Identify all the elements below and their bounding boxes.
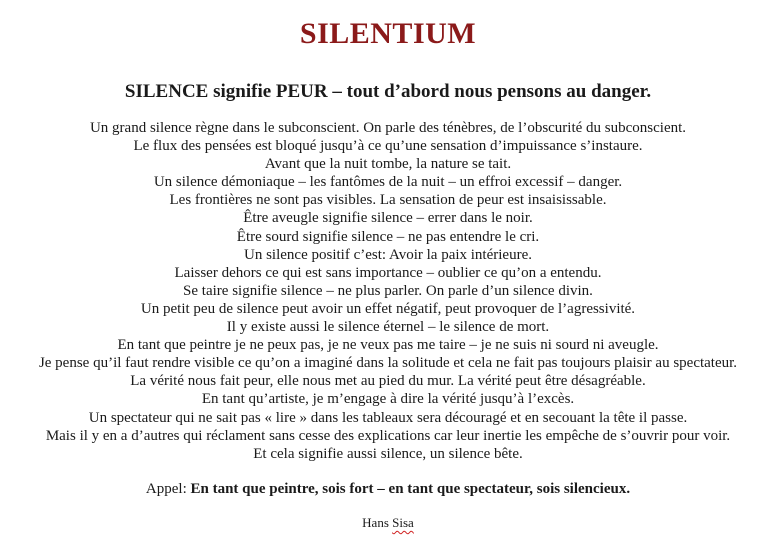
signature-first-name: Hans (362, 515, 393, 530)
appeal-label: Appel: (145, 481, 191, 497)
poem-line: Un petit peu de silence peut avoir un effet négatif, peut provoquer de l’agressivité. (140, 300, 636, 317)
poem-line: Un silence positif c’est: Avoir la paix intérieure. (244, 246, 532, 263)
poem-line: Un silence démoniaque – les fantômes de la nuit – un effroi excessif – danger. (153, 174, 623, 191)
poem-line: Les frontières ne sont pas visibles. La sensation de peur est insaisissable. (169, 192, 607, 209)
poem-line: Être aveugle signifie silence – errer dans le noir. (243, 210, 533, 227)
poem-line: Je pense qu’il faut rendre visible ce qu’on a imaginé dans la solitude et cela ne fait pas toujours plaisir au spectateur. (38, 355, 738, 372)
poem-line: Se taire signifie silence – ne plus parler. On parle d’un silence divin. (183, 282, 593, 299)
author-signature (0, 514, 776, 532)
poem-line: La vérité nous fait peur, elle nous met au pied du mur. La vérité peut être désagréable. (130, 373, 646, 390)
document-subtitle: SILENCE signifie PEUR – tout d’abord nous pensons au danger. (124, 81, 652, 102)
poem-line: Avant que la nuit tombe, la nature se tait. (264, 156, 512, 173)
poem-line: En tant qu’artiste, je m’engage à dire la vérité jusqu’à l’excès. (201, 391, 575, 408)
poem-line: En tant que peintre je ne peux pas, je ne veux pas me taire – je ne suis ni sourd ni aveugle. (117, 337, 659, 354)
poem-line: Un grand silence règne dans le subconscient. On parle des ténèbres, de l’obscurité du subconscient. (89, 120, 687, 136)
document-title: SILENTIUM (299, 17, 477, 50)
appeal-text: En tant que peintre, sois fort – en tant que spectateur, sois silencieux. (190, 481, 631, 497)
poem-line: Mais il y en a d’autres qui réclament sans cesse des explications car leur inertie les empêche de s’ouvrir pour voir. (45, 427, 731, 444)
poem-body (0, 119, 776, 463)
poem-line: Il y existe aussi le silence éternel – le silence de mort. (226, 319, 550, 336)
poem-line: Être sourd signifie silence – ne pas entendre le cri. (236, 228, 540, 245)
poem-line: Le flux des pensées est bloqué jusqu’à ce qu’une sensation d’impuissance s’instaure. (133, 138, 643, 155)
signature-last-name: Sisa (392, 515, 414, 530)
poem-line: Et cela signifie aussi silence, un silence bête. (253, 445, 523, 462)
poem-line: Laisser dehors ce qui est sans importance – oublier ce qu’on a entendu. (174, 264, 602, 281)
poem-line: Un spectateur qui ne sait pas « lire » dans les tableaux sera découragé et en secouant la tête il passe. (88, 409, 688, 426)
appeal-line (0, 479, 776, 499)
